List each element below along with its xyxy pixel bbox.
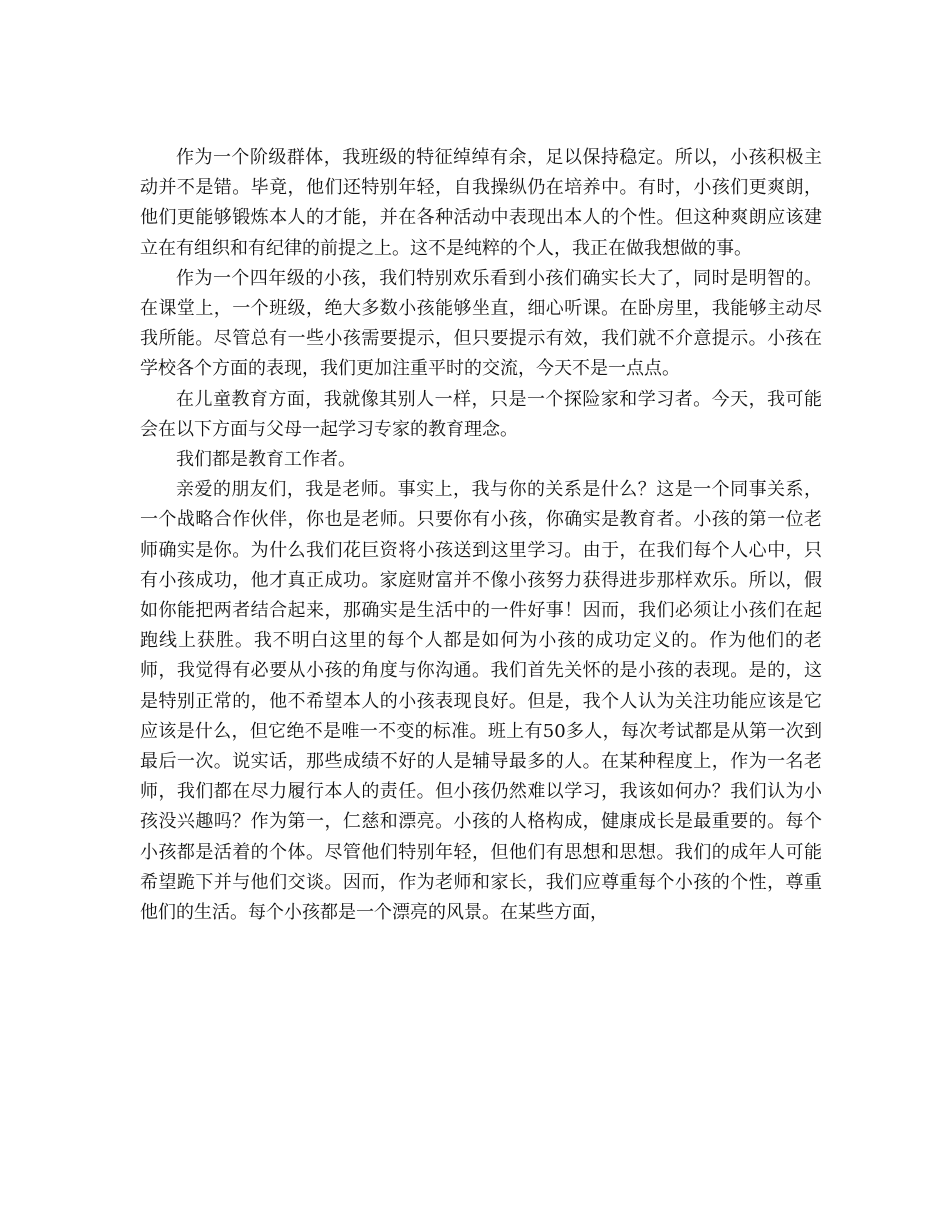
document-body <box>140 143 822 928</box>
paragraph-2: 作为一个四年级的小孩，我们特别欢乐看到小孩们确实长大了，同时是明智的。在课堂上，一个班级，绝大多数小孩能够坐直，细心听课。在卧房里，我能够主动尽我所能。尽管总有一些小孩需要提示，但只要提示有效，我们就不介意提示。小孩在学校各个方面的表现，我们更加注重平时的交流，今天不是一点点。 <box>140 267 822 380</box>
paragraph-4: 我们都是教育工作者。 <box>176 449 356 471</box>
paragraph-5: 亲爱的朋友们，我是老师。事实上，我与你的关系是什么？这是一个同事关系，一个战略合作伙伴，你也是老师。只要你有小孩，你确实是教育者。小孩的第一位老师确实是你。为什么我们花巨资将小孩送到这里学习。由于，在我们每个人心中，只有小孩成功，他才真正成功。家庭财富并不像小孩努力获得进步那样欢乐。所以，假如你能把两者结合起来，那确实是生活中的一件好事！因而，我们必须让小孩们在起跑线上获胜。我不明白这里的每个人都是如何为小孩的成功定义的。作为他们的老师，我觉得有必要从小孩的角度与你沟通。我们首先关怀的是小孩的表现。是的，这是特别正常的，他不希望本人的小孩表现良好。但是，我个人认为关注功能应该是它应该是什么，但它绝不是唯一不变的标准。班上有50多人，每次考试都是从第一次到最后一次。说实话，那些成绩不好的人是辅导最多的人。在某种程度上，作为一名老师，我们都在尽力履行本人的责任。但小孩仍然难以学习，我该如何办？我们认为小孩没兴趣吗？作为第一，仁慈和漂亮。小孩的人格构成，健康成长是最重要的。每个小孩都是活着的个体。尽管他们特别年轻，但他们有思想和思想。我们的成年人可能希望跪下并与他们交谈。因而，作为老师和家长，我们应尊重每个小孩的个性，尊重他们的生活。每个小孩都是一个漂亮的风景。在某些方面， <box>140 479 822 924</box>
paragraph-1: 作为一个阶级群体，我班级的特征绰绰有余，足以保持稳定。所以，小孩积极主动并不是错。毕竟，他们还特别年轻，自我操纵仍在培养中。有时，小孩们更爽朗，他们更能够锻炼本人的才能，并在各种活动中表现出本人的个性。但这种爽朗应该建立在有组织和有纪律的前提之上。这不是纯粹的个人，我正在做我想做的事。 <box>140 147 822 259</box>
paragraph-3: 在儿童教育方面，我就像其别人一样，只是一个探险家和学习者。今天，我可能会在以下方面与父母一起学习专家的教育理念。 <box>140 388 822 440</box>
